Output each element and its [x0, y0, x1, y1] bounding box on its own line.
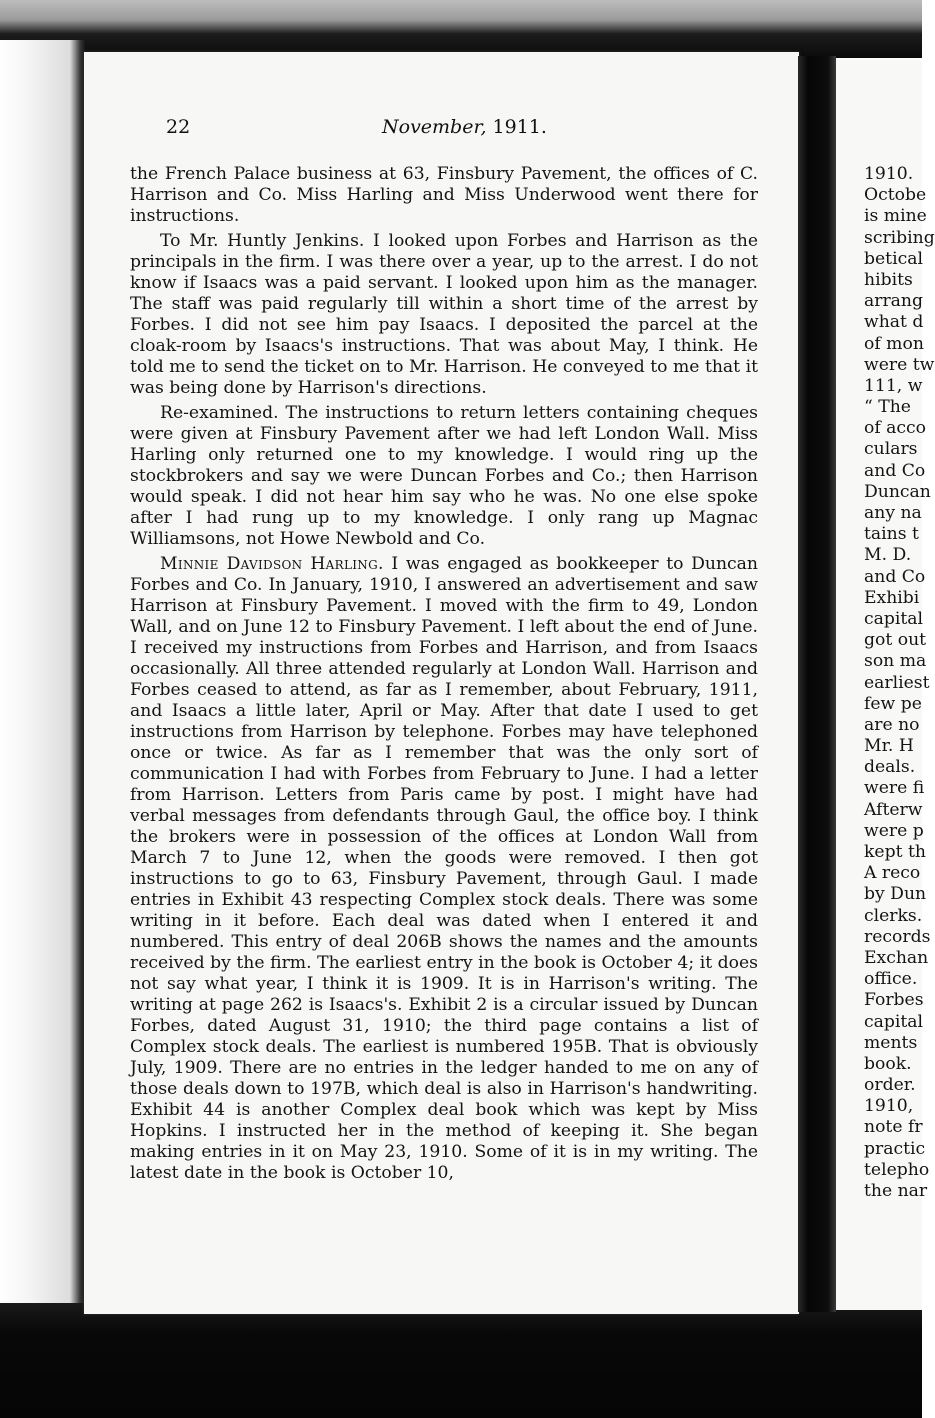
next-page-line: by Dun	[864, 884, 927, 905]
next-page-column	[864, 164, 935, 1202]
next-page-line: of acco	[864, 418, 927, 439]
paragraph: Re-examined. The instructions to return letters containing cheques were given at Finsbury Pavement after we had left London Wall. Miss Harling only returned one to my knowledge. I would ring up the stockbrokers and say we were Duncan Forbes and Co.; then Harrison would speak. I did not hear him say who he was. No one else spoke after I had rung up to my knowledge. I only rang up Magnac Williamsons, not Howe Newbold and Co.	[130, 403, 758, 549]
header-month: November,	[382, 116, 487, 138]
next-page-line: culars	[864, 439, 918, 460]
next-page-line: office.	[864, 969, 918, 990]
scan-border-top	[0, 0, 922, 58]
next-page-line: are no	[864, 714, 920, 735]
next-page-line: Duncan	[864, 481, 931, 502]
next-page-line: were fi	[864, 778, 925, 799]
next-page-line: betical	[864, 248, 923, 269]
paragraph: Minnie Davidson Harling. I was engaged as bookkeeper to Duncan Forbes and Co. In January, 1910, I answered an advertisement and saw Harrison at Finsbury Pavement. I moved with the firm to 49, London Wall, and on June 12 to Finsbury Pavement. I left about the end of June. I received my instructions from Forbes and Harrison, and from Isaacs occasionally. All three attended regularly at London Wall. Harrison and Forbes ceased to attend, as far as I remember, about February, 1911, and Isaacs a little later, April or May. After that date I used to get instructions from Harrison by telephone. Forbes may have telephoned once or twice. As far as I remember that was the only sort of communication I had with Forbes from February to June. I had a letter from Harrison. Letters from Paris came by post. I might have had verbal messages from defendants through Gaul, the office boy. I think the brokers were in possession of the offices at London Wall from March 7 to June 12, when the goods were removed. I then got instructions to go to 63, Finsbury Pavement, through Gaul. I made entries in Exhibit 43 respecting Complex stock deals. There was some writing in it before. Each deal was dated when I entered it and numbered. This entry of deal 206B shows the names and the amounts received by the firm. The earliest entry in the book is October 4; it does not say what year, I think it is 1909. It is in Harrison's writing. The writing at page 262 is Isaacs's. Exhibit 2 is a circular issued by Duncan Forbes, dated August 31, 1910; the third page contains a list of Complex stock deals. The earliest is numbered 195B. That is obviously July, 1909. There are no entries in the ledger handed to me on any of those deals down to 197B, which deal is also in Harrison's handwriting. Exhibit 44 is another Complex deal book which was kept by Miss Hopkins. I instructed her in the method of keeping it. She began making entries in it on May 23, 1910. Some of it is in my writing. The latest date in the book is October 10,	[130, 554, 758, 1183]
running-header	[166, 116, 636, 144]
next-page-line: Exchan	[864, 947, 929, 968]
next-page-line: telepho	[864, 1159, 930, 1180]
next-page-line: 1910,	[864, 1096, 914, 1117]
next-page-line: arrang	[864, 291, 923, 312]
page-number: 22	[166, 116, 191, 138]
next-page-line: practic	[864, 1138, 926, 1159]
next-page-line: were p	[864, 820, 924, 841]
next-page-line: Forbes	[864, 990, 924, 1011]
next-page-line: capital	[864, 1011, 924, 1032]
next-page-line: order.	[864, 1075, 916, 1096]
next-page-line: what d	[864, 312, 924, 333]
paragraph: To Mr. Huntly Jenkins. I looked upon Forbes and Harrison as the principals in the firm. I was there over a year, up to the arrest. I do not know if Isaacs was a paid servant. I looked upon him as the manager. The staff was paid regularly till within a short time of the arrest by Forbes. I did not see him pay Isaacs. I deposited the parcel at the cloak-room by Isaacs's instructions. That was about May, I think. He told me to send the ticket on to Mr. Harrison. He conveyed to me that it was being done by Harrison's directions.	[130, 231, 758, 398]
next-page-line: clerks.	[864, 905, 923, 926]
next-page-line: capital	[864, 608, 924, 629]
next-page-line: few pe	[864, 693, 922, 714]
next-page-line: the nar	[864, 1181, 928, 1201]
next-page-line: Mr. H	[864, 736, 914, 757]
next-page-line: son ma	[864, 651, 927, 672]
next-page-line: A reco	[864, 863, 921, 884]
witness-name: Minnie Davidson Harling.	[160, 554, 384, 574]
next-page-line: deals.	[864, 757, 916, 778]
next-page-line: note fr	[864, 1117, 923, 1138]
book-gutter	[798, 56, 836, 1312]
next-page-line: any na	[864, 503, 922, 523]
scan-border-bottom	[0, 1303, 922, 1418]
next-page-line: and Co	[864, 460, 926, 481]
scan-border-left	[0, 40, 86, 1330]
next-page-line: and Co	[864, 566, 926, 587]
paragraph: the French Palace business at 63, Finsbury Pavement, the offices of C. Harrison and Co. Miss Harling and Miss Underwood went there for instructions.	[130, 164, 758, 226]
next-page-line: records	[864, 926, 931, 947]
next-page-line: book.	[864, 1053, 912, 1074]
next-page-line: earliest	[864, 672, 930, 693]
next-page-line: Octobe	[864, 185, 927, 206]
next-page-line: of mon	[864, 333, 924, 354]
next-page-line: Afterw	[864, 799, 923, 820]
header-year: 1911.	[492, 116, 547, 138]
next-page-line: scribing	[864, 227, 935, 248]
next-page-line: M. D.	[864, 545, 912, 566]
next-page-line: got out	[864, 630, 927, 651]
next-page-line: 1910.	[864, 164, 914, 184]
next-page-line: were tw	[864, 354, 935, 375]
running-title	[382, 116, 547, 138]
next-page-line: ments	[864, 1032, 918, 1053]
next-page-line: hibits	[864, 269, 913, 290]
next-page-line: is mine	[864, 206, 927, 227]
body-text	[130, 164, 758, 1188]
next-page-line: tains t	[864, 524, 919, 545]
next-page-line: kept th	[864, 842, 926, 862]
next-page-line: 111, w	[864, 375, 923, 396]
next-page-line: “ The	[864, 397, 911, 418]
next-page-line: Exhibi	[864, 587, 920, 608]
